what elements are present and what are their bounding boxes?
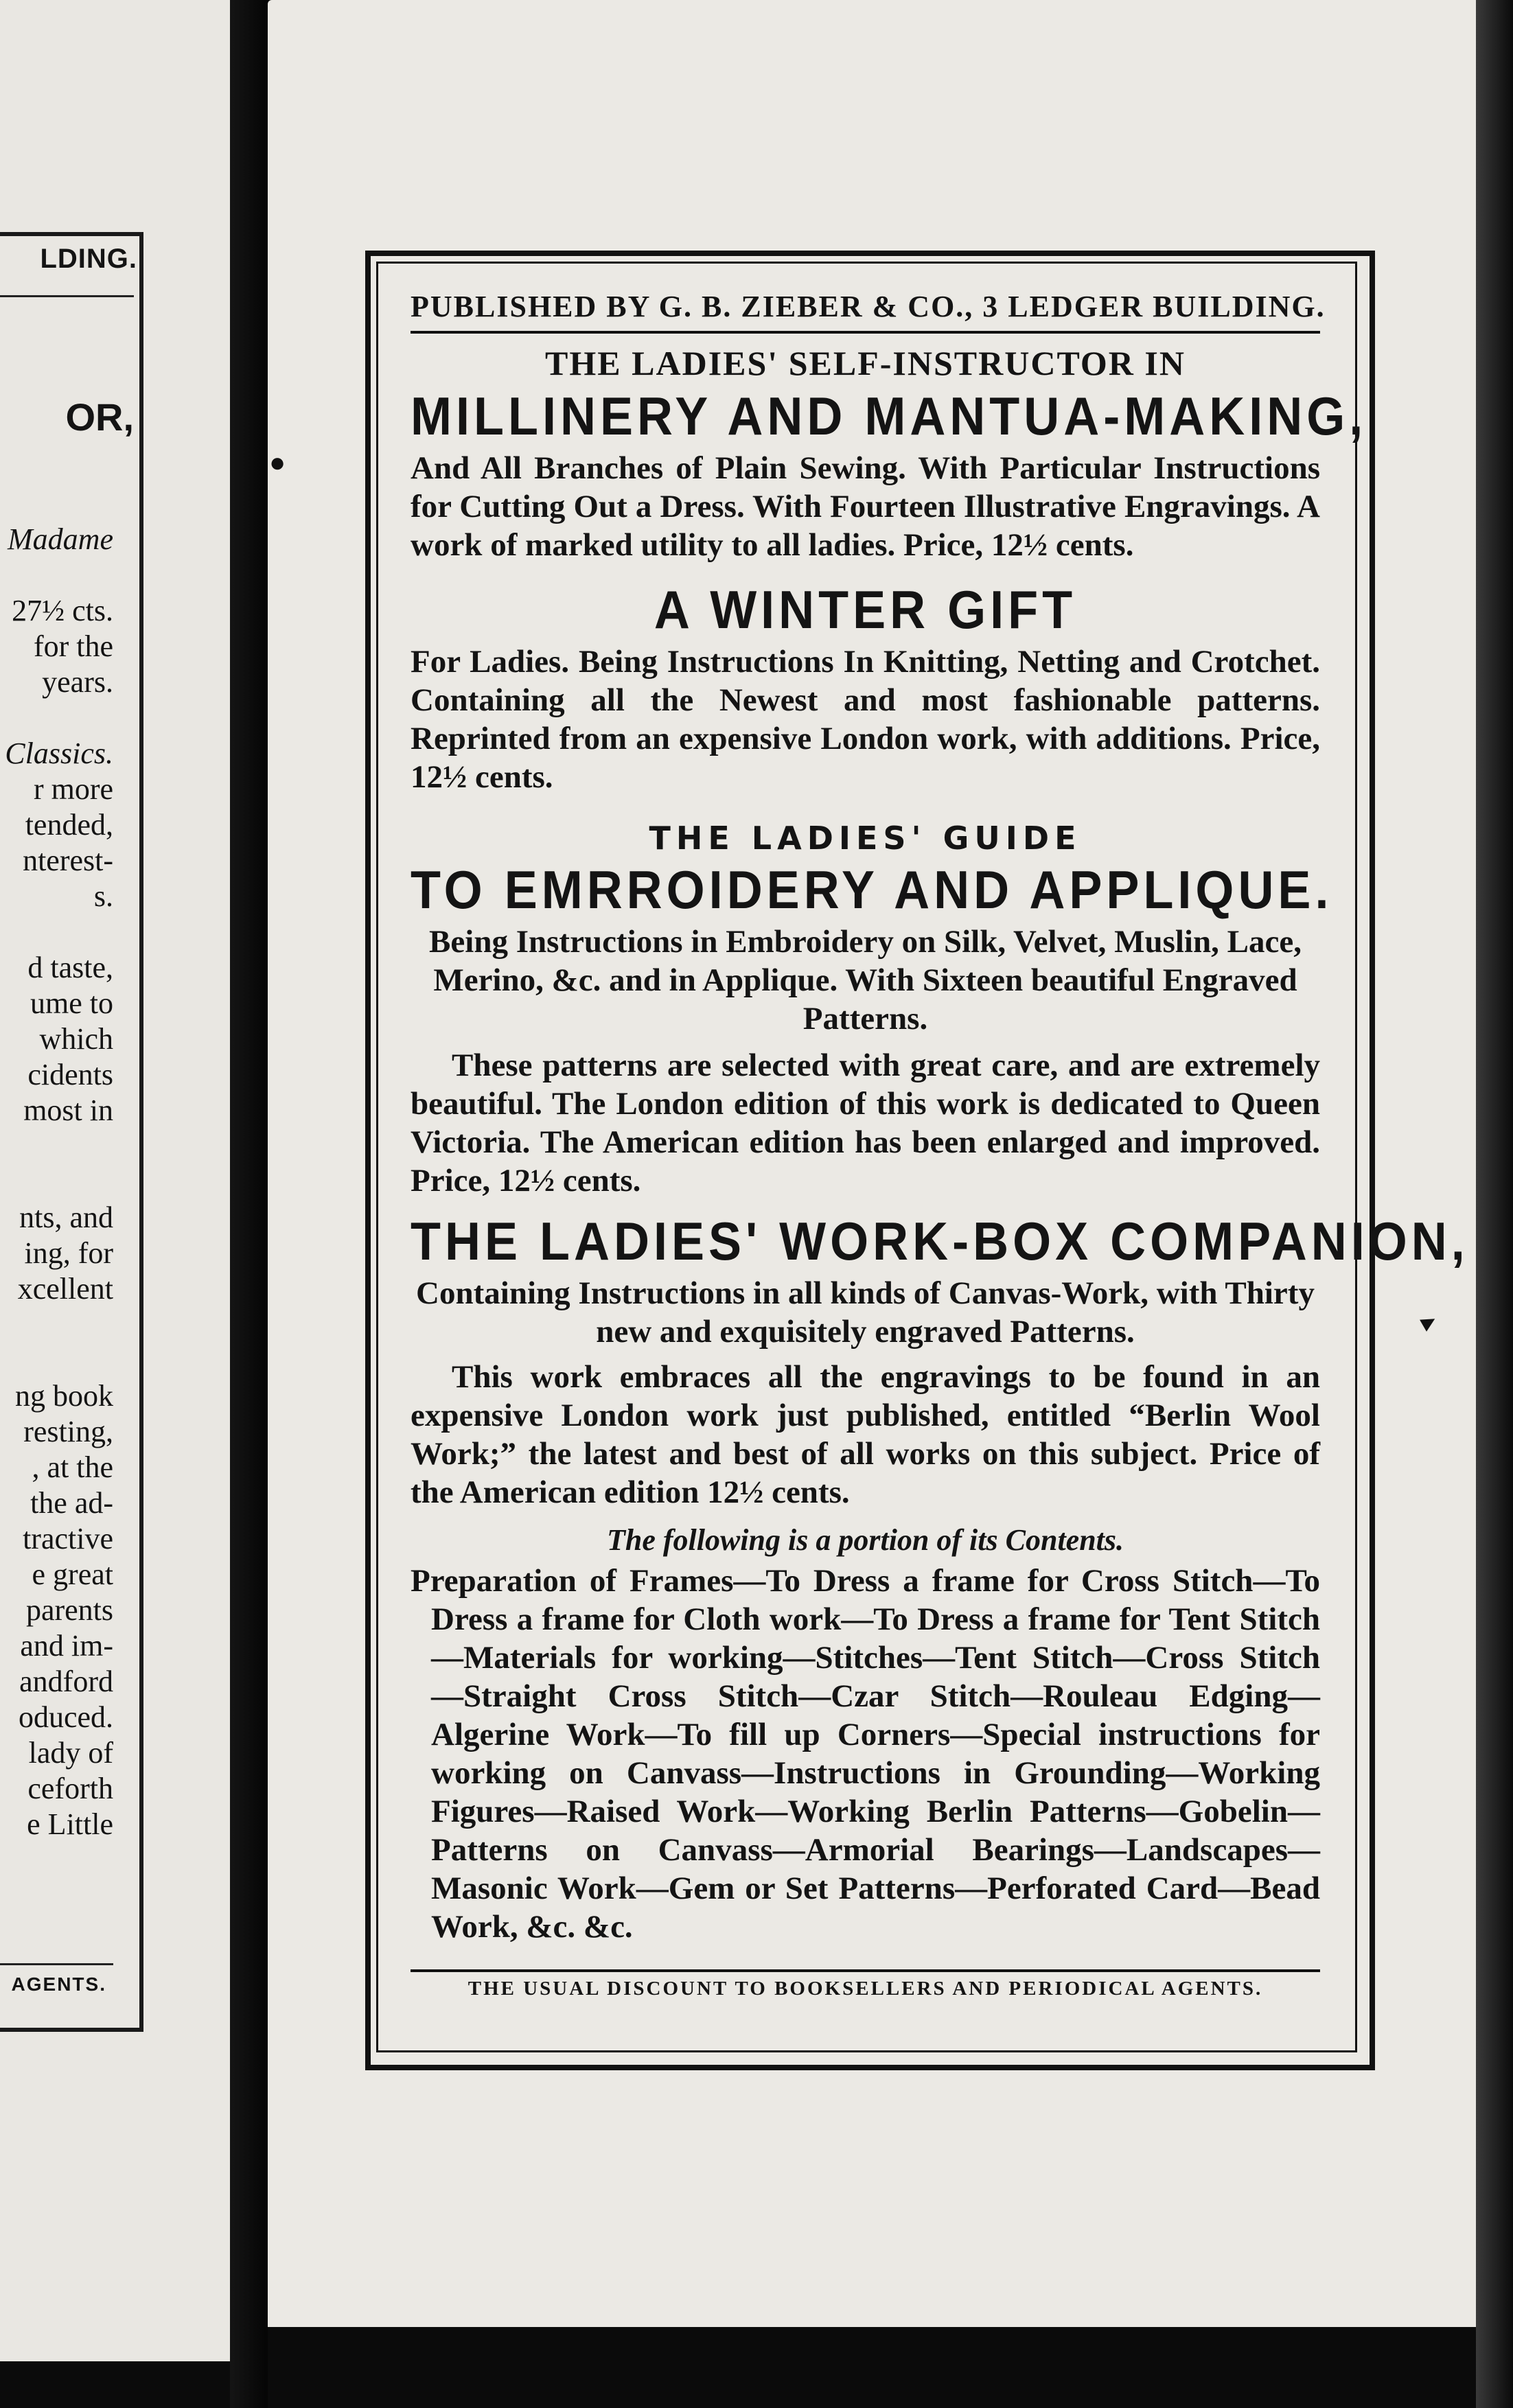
left-page-line [0,1307,113,1343]
ad-embroidery-pretitle: THE LADIES' GUIDE [649,820,1082,857]
left-page-line: e Little [27,1807,113,1841]
publisher-line: PUBLISHED BY G. B. ZIEBER & CO., 3 LEDGER BUILDING. [411,290,1326,323]
left-page-line: d taste, [27,951,113,984]
ad-embroidery-description: Being Instructions in Embroidery on Silk, Velvet, Muslin, Lace, Merino, &c. and in Applique. With Sixteen beautiful Engraved Patterns. [429,924,1302,1037]
left-page-bottom-rule [0,1963,113,1965]
left-page-footer: AGENTS. [11,1973,106,1995]
left-page-line: r more [33,772,113,806]
right-page-edge [1476,0,1513,2408]
discount-notice: THE USUAL DISCOUNT TO BOOKSELLERS AND PERIODICAL AGENTS. [467,1978,1263,2000]
left-page-line: ceforth [27,1772,113,1805]
left-page-line [0,700,113,736]
left-page-line: ng book [15,1379,113,1413]
left-page-rule [0,295,134,297]
left-page-line: xcellent [17,1272,113,1306]
left-page-line: ing, for [24,1236,113,1270]
left-page-line: the ad- [30,1486,113,1520]
ad-embroidery-title: TO EMRROIDERY AND APPLIQUE. [411,860,1333,921]
left-page-text [0,522,113,1842]
footer-rule [411,1969,1320,1972]
left-page-line: nts, and [19,1201,113,1234]
ad-millinery-description: And All Branches of Plain Sewing. With Particular Instructions for Cutting Out a Dress. With Fourteen Illustrative Engravings. A work of marked utility to all ladies. Price, 12½ cents. [411,450,1320,563]
left-page-header: LDING. [40,244,137,274]
ad-embroidery-details: These patterns are selected with great care, and are extremely beautiful. The London edition of this work is dedicated to Queen Victoria. The American edition has been enlarged and improved. Price, 12½ cents. [411,1047,1320,1199]
left-page-line: lady of [28,1736,113,1770]
left-page-line: and im- [20,1629,113,1663]
left-page-line: s. [93,879,113,913]
contents-list: Preparation of Frames—To Dress a frame for Cross Stitch—To Dress a frame for Cloth work—To Dress a frame for Tent Stitch—Materials for working—Stitches—Tent Stitch—Cross Stitch—Straight Cross Stitch—Czar Stitch—Rouleau Edging—Algerine Work—To fill up Corners—Special instructions for working on Canvass—Instructions in Grounding—Working Figures—Raised Work—Working Berlin Patterns—Gobelin—Patterns on Canvass—Armorial Bearings—Landscapes—Masonic Work—Gem or Set Patterns—Perforated Card—Bead Work, &c. &c. [411,1563,1320,1945]
left-page-line: , at the [32,1450,113,1484]
ad-winter-gift [411,582,1320,796]
advertisement-content [411,278,1469,2000]
left-page-line: nterest- [23,844,113,877]
binding-mark: ● [269,447,286,478]
left-page-line: Madame [8,522,113,556]
ad-work-box [411,1212,1469,1946]
left-page-line: for the [33,629,113,663]
left-page-line: cidents [27,1058,113,1091]
left-page-line [0,914,113,950]
margin-tick-mark: ▸ [1414,1303,1442,1338]
left-page-line: e great [32,1558,113,1591]
left-page-line [0,557,113,593]
ad-millinery-title: MILLINERY AND MANTUA-MAKING, [411,386,1367,447]
left-page-line: andford [19,1665,113,1698]
left-page-line: years. [42,665,113,699]
left-page-line: tended, [25,808,113,842]
left-page-line [0,1128,113,1164]
left-page-heading: OR, [65,395,134,439]
ad-work-box-description: Containing Instructions in all kinds of Canvas-Work, with Thirty new and exquisitely engraved Patterns. [416,1275,1315,1350]
left-page-line: which [39,1022,113,1056]
left-page-line [0,1164,113,1200]
left-page-line: Classics. [5,737,113,770]
ad-millinery [411,343,1367,564]
ad-winter-gift-description: For Ladies. Being Instructions In Knitting, Netting and Crotchet. Containing all the Newest and most fashionable patterns. Reprinted from an expensive London work, with additions. Price, 12½ cents. [411,644,1320,795]
book-gutter [230,0,268,2408]
ad-winter-gift-title: A WINTER GIFT [654,580,1077,640]
left-page-line: tractive [23,1522,113,1555]
left-page-line: ume to [30,986,113,1020]
left-page-line: parents [25,1593,113,1627]
left-page-line: 27½ cts. [12,594,113,627]
left-page-line: resting, [23,1415,113,1448]
ad-work-box-title: THE LADIES' WORK-BOX COMPANION, [411,1212,1469,1272]
contents-heading: The following is a portion of its Contents. [606,1523,1124,1557]
left-page-line: most in [23,1093,113,1127]
advertisement-page [268,0,1507,2327]
left-page-fragment [0,0,230,2361]
left-page-line: oduced. [18,1700,113,1734]
ad-work-box-details: This work embraces all the engravings to be found in an expensive London work just published, entitled “Berlin Wool Work;” the latest and best of all works on this subject. Price of the American edition 12½ cents. [411,1359,1320,1510]
ad-millinery-pretitle: THE LADIES' SELF-INSTRUCTOR IN [545,344,1186,382]
left-page-line [0,1343,113,1378]
header-rule [411,331,1320,334]
ad-embroidery [411,820,1333,1200]
